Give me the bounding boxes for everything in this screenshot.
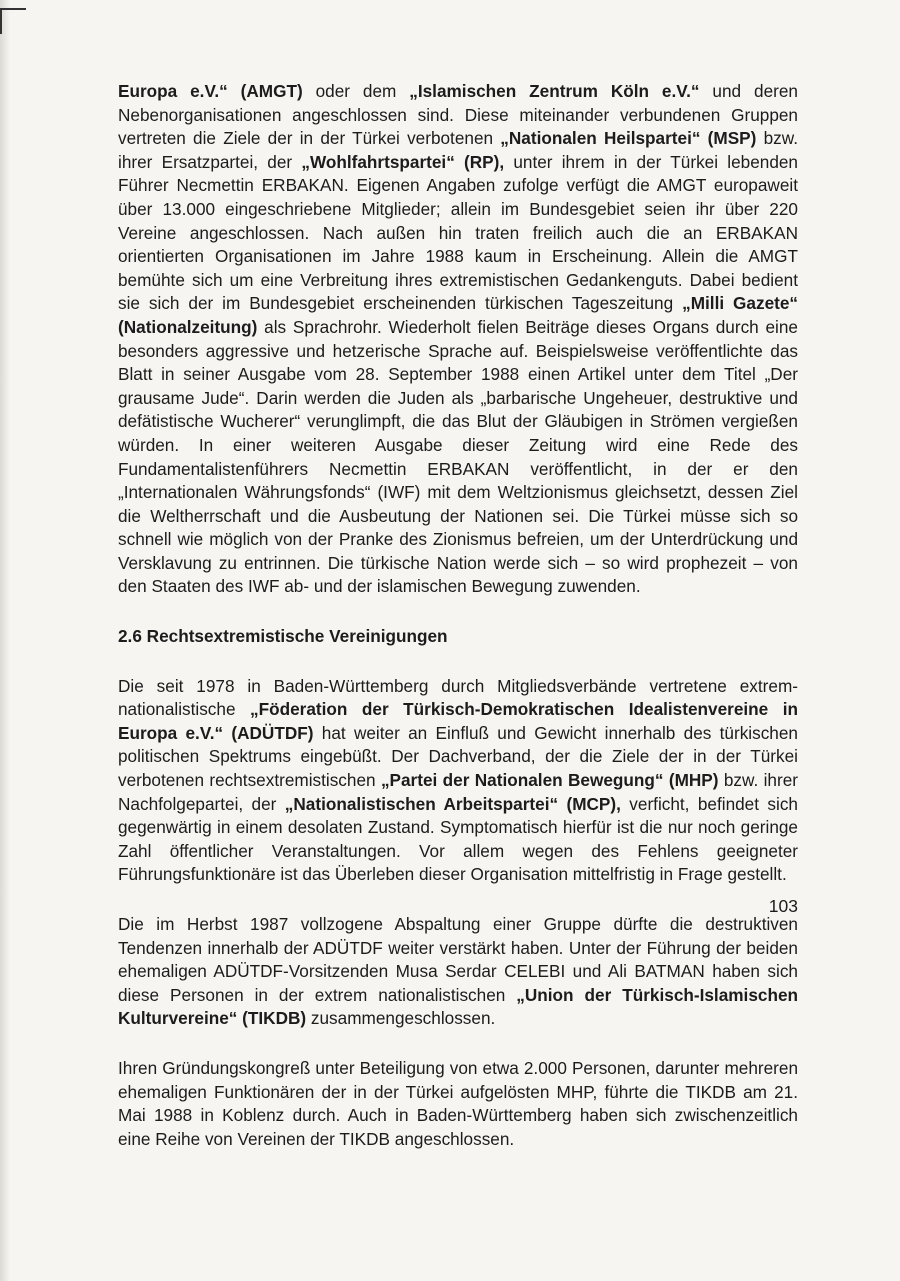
bold-term: „Wohlfahrtspartei“ (RP), [301,151,505,172]
text-run: Ihren Gründungskongreß unter Beteiligung von etwa 2.000 Personen, darunter mehreren ehemaligen Funktionären der in der Türkei aufgelösten MHP, führte die TIKDB am 21. Mai 1988 in Koblenz durch. Auch in Baden-Württemberg haben sich zwischenzeitlich eine Reihe von Vereinen der TIKDB angeschlossen. [118,1057,798,1149]
document-page [118,80,798,1151]
paragraph-spacer [118,599,798,625]
text-run: oder dem [302,81,410,101]
paragraph-amgt [118,80,798,599]
paragraph-split [118,913,798,1031]
bold-term: „Nationalistischen Arbeitspartei“ (MCP), [284,793,621,814]
section-heading: 2.6 Rechtsextremistische Vereinigungen [118,626,448,647]
text-run: Die seit 1978 in Baden-Württemberg durch Mitgliedsverbände vertretene extrem-nationalistische [118,675,798,720]
text-run: bzw. ihrer Nachfolgepartei, der [118,770,799,814]
bold-term: „Partei der Nationalen Bewegung“ (MHP) [380,770,719,791]
paragraph-aduetdf [118,675,798,887]
text-run: Die im Herbst 1987 vollzogene Abspaltung einer Gruppe dürfte die destruktiven Tendenzen innerhalb der ADÜTDF weiter verstärkt haben. Unter der Führung der beiden ehemaligen ADÜTDF-Vorsitzenden Musa Serdar CELEBI und Ali BATMAN haben sich diese Personen in der extrem nationalistischen [118,914,798,1005]
text-run: hat weiter an Einfluß und Gewicht innerhalb des türkischen politischen Spektrums eingebüßt. Der Dachverband, der die Ziele der in der Türkei verbotenen rechtsextremistischen [118,722,798,791]
paragraph-spacer [118,649,798,675]
bold-term: „Union der Türkisch-Islamischen Kulturvereine“ (TIKDB) [118,984,798,1029]
page-number: 103 [768,896,798,916]
text-run: unter ihrem in der Türkei lebenden Führer Necmettin ERBAKAN. Eigenen Angaben zufolge verfügt die AMGT europaweit über 13.000 eingeschriebene Mitglieder; allein im Bundesgebiet seien ihr über 220 Vereine angeschlossen. Nach außen hin traten freilich auch die an ERBAKAN orientierten Organisationen im Jahre 1988 kaum in Erscheinung. Allein die AMGT bemühte sich um eine Verbreitung ihres extremistischen Gedankenguts. Dabei bedient sie sich der im Bundesgebiet erscheinenden türkischen Tageszeitung [118,151,798,314]
corner-crop-mark-vertical [0,8,2,34]
paragraph-spacer [118,887,798,913]
paragraph-spacer [118,1031,798,1057]
text-run: bzw. ihrer Ersatzpartei, der [118,128,798,172]
bold-term: Europa e.V.“ (AMGT) [118,81,303,101]
text-run: als Sprachrohr. Wiederholt fielen Beiträge dieses Organs durch eine besonders aggressive und hetzerische Sprache auf. Beispielsweise veröffentlichte das Blatt in seiner Ausgabe vom 28. September 1988 einen Artikel unter dem Titel „Der grausame Jude“. Darin werden die Juden als „barbarische Ungeheuer, destruktive und defätistische Wucherer“ verunglimpft, die das Blut der Gläubigen in Strömen vergießen würden. In einer weiteren Ausgabe dieser Zeitung wird eine Rede des Fundamentalistenführers Necmettin ERBAKAN veröffentlicht, in der er den „Internationalen Währungsfonds“ (IWF) mit dem Weltzionismus gleichsetzt, dessen Ziel die Weltherrschaft und die Ausbeutung der Nationen sei. Die Türkei müsse sich so schnell wie möglich von der Pranke des Zionismus befreien, um der Unterdrückung und Versklavung zu entrinnen. Die türkische Nation werde sich – so wird prophezeit – von den Staaten des IWF ab- und der islamischen Bewegung zuwenden. [118,316,798,597]
bold-term: „Föderation der Türkisch-Demokratischen Idealistenvereine in Europa e.V.“ (ADÜTDF) [118,699,798,743]
bold-term: „Nationalen Heilspartei“ (MSP) [500,128,757,149]
text-run: und deren Nebenorganisationen angeschlossen sind. Diese miteinander verbundenen Gruppen vertreten die Ziele der in der Türkei verbotenen [118,81,798,149]
scan-edge-shadow [0,0,10,1281]
corner-crop-mark [0,8,26,10]
paragraph-founding-congress [118,1057,798,1151]
text-run: zusammengeschlossen. [306,1008,496,1029]
bold-term: „Milli Gazete“ (Nationalzeitung) [118,293,799,337]
bold-term: „Islamischen Zentrum Köln e.V.“ [409,81,700,101]
text-run: verficht, befindet sich gegenwärtig in einem desolaten Zustand. Symptomatisch hierfür ist die nur noch geringe Zahl öffentlicher Veranstaltungen. Vor allem wegen des Fehlens geeigneter Führungsfunktionäre ist das Überleben dieser Organisation mittelfristig in Frage gestellt. [118,793,798,885]
